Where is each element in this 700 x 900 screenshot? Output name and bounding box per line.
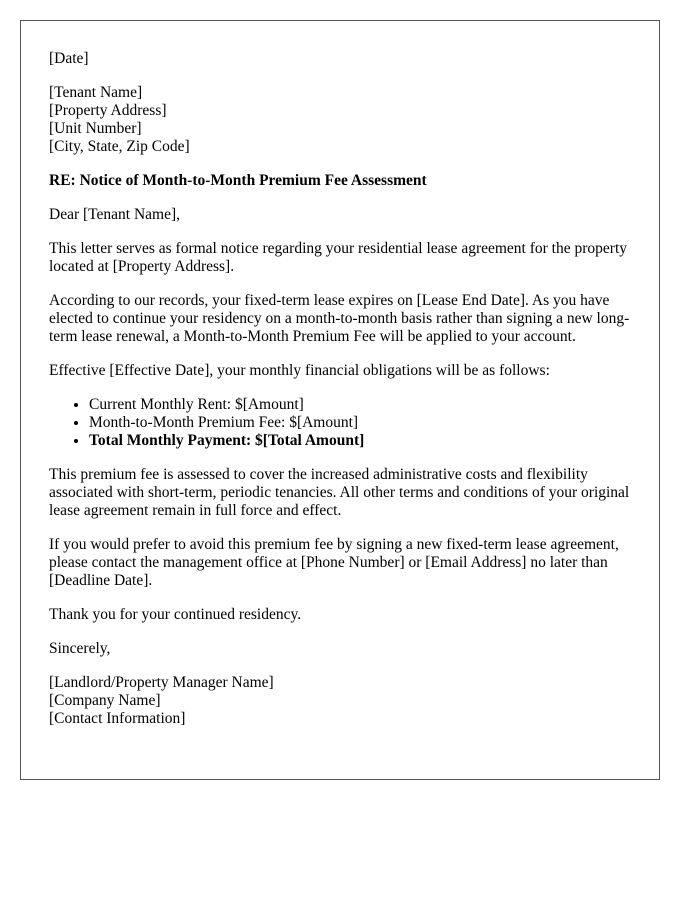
signature-company-name: [Company Name] bbox=[49, 692, 161, 709]
recipient-address-block bbox=[49, 84, 631, 156]
paragraph-fee-rationale: This premium fee is assessed to cover the increased administrative costs and flexibility associated with short-term, periodic tenancies. All other terms and conditions of your original lease agreement remain in full force and effect. bbox=[49, 466, 630, 519]
paragraph-lease-expiry: According to our records, your fixed-term lease expires on [Lease End Date]. As you have elected to continue your residency on a month-to-month basis rather than signing a new long-term lease renewal, a Month-to-Month Premium Fee will be applied to your account. bbox=[49, 292, 630, 345]
fee-item-current-rent: • Current Monthly Rent: $[Amount] bbox=[89, 396, 631, 414]
recipient-city-state-zip: [City, State, Zip Code] bbox=[49, 138, 190, 155]
letter-page bbox=[20, 20, 660, 780]
paragraph-thank-you: Thank you for your continued residency. bbox=[49, 606, 302, 623]
paragraph-notice: This letter serves as formal notice regarding your residential lease agreement for the property located at [Property Address]. bbox=[49, 240, 628, 275]
recipient-name: [Tenant Name] bbox=[49, 84, 143, 101]
signature-manager-name: [Landlord/Property Manager Name] bbox=[49, 674, 274, 691]
recipient-property-address: [Property Address] bbox=[49, 102, 167, 119]
fee-item-total-payment: • Total Monthly Payment: $[Total Amount] bbox=[89, 432, 631, 450]
fee-item-premium-fee: • Month-to-Month Premium Fee: $[Amount] bbox=[89, 414, 631, 432]
paragraph-contact-instructions: If you would prefer to avoid this premium fee by signing a new fixed-term lease agreement, please contact the management office at [Phone Number] or [Email Address] no later than [Deadline Date]. bbox=[49, 536, 619, 589]
letter-closing: Sincerely, bbox=[49, 640, 111, 657]
letter-date: [Date] bbox=[49, 50, 89, 67]
signature-contact-info: [Contact Information] bbox=[49, 710, 186, 727]
recipient-unit-number: [Unit Number] bbox=[49, 120, 142, 137]
fee-list bbox=[49, 396, 631, 450]
paragraph-effective-date: Effective [Effective Date], your monthly financial obligations will be as follows: bbox=[49, 362, 550, 379]
signature-block bbox=[49, 674, 631, 728]
letter-subject: RE: Notice of Month-to-Month Premium Fee Assessment bbox=[49, 172, 427, 189]
letter-salutation: Dear [Tenant Name], bbox=[49, 206, 181, 223]
